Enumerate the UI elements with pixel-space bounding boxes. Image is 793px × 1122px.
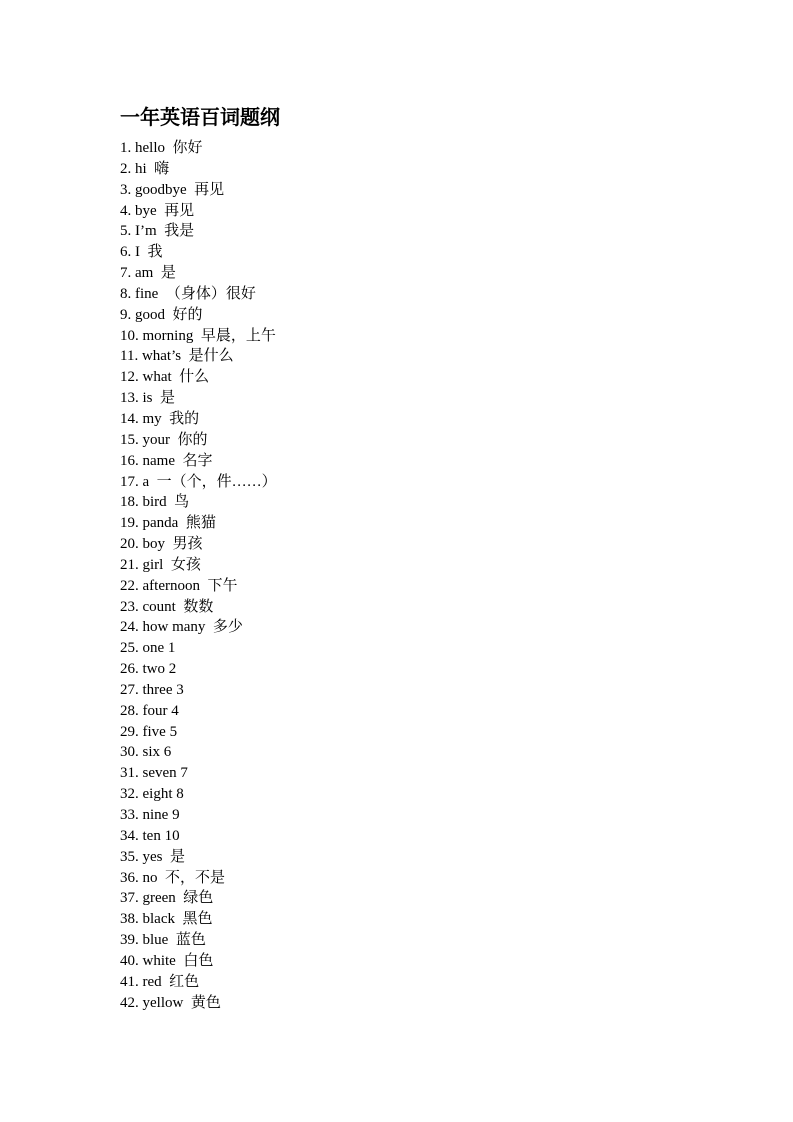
- vocabulary-item: 17. a 一（个，件……）: [120, 473, 277, 490]
- vocabulary-item: 30. six 6: [120, 744, 172, 761]
- vocabulary-item: 8. fine （身体）很好: [120, 285, 256, 302]
- vocabulary-item: 7. am 是: [120, 265, 176, 282]
- vocabulary-item: 12. what 什么: [120, 369, 210, 386]
- vocabulary-item: 40. white 白色: [120, 952, 214, 969]
- vocabulary-item: 38. black 黑色: [120, 911, 213, 928]
- vocabulary-item: 31. seven 7: [120, 765, 188, 782]
- vocabulary-item: 2. hi 嗨: [120, 160, 170, 177]
- vocabulary-item: 18. bird 鸟: [120, 494, 190, 511]
- vocabulary-item: 5. I’m 我是: [120, 223, 195, 240]
- vocabulary-item: 9. good 好的: [120, 306, 203, 323]
- vocabulary-list: [120, 138, 720, 1013]
- vocabulary-item: 6. I 我: [120, 244, 163, 261]
- vocabulary-item: 1. hello 你好: [120, 140, 203, 156]
- vocabulary-item: 15. your 你的: [120, 431, 208, 448]
- vocabulary-item: 32. eight 8: [120, 786, 184, 803]
- vocabulary-item: 25. one 1: [120, 640, 176, 657]
- vocabulary-item: 23. count 数数: [120, 598, 214, 615]
- vocabulary-item: 28. four 4: [120, 702, 179, 719]
- document-title: 一年英语百词题纲: [120, 107, 280, 129]
- vocabulary-item: 21. girl 女孩: [120, 556, 201, 573]
- vocabulary-item: 4. bye 再见: [120, 202, 195, 219]
- vocabulary-item: 33. nine 9: [120, 807, 180, 823]
- vocabulary-item: 10. morning 早晨，上午: [120, 327, 276, 344]
- vocabulary-item: 26. two 2: [120, 661, 177, 678]
- vocabulary-item: 35. yes 是: [120, 848, 185, 865]
- vocabulary-item: 41. red 红色: [120, 973, 200, 990]
- vocabulary-item: 3. goodbye 再见: [120, 181, 225, 198]
- vocabulary-item: 22. afternoon 下午: [120, 577, 238, 594]
- vocabulary-item: 13. is 是: [120, 390, 176, 407]
- vocabulary-item: 29. five 5: [120, 723, 178, 740]
- vocabulary-item: 20. boy 男孩: [120, 536, 203, 553]
- vocabulary-item: 14. my 我的: [120, 410, 200, 427]
- vocabulary-item: 27. three 3: [120, 681, 184, 698]
- vocabulary-item: 16. name 名字: [120, 452, 213, 469]
- vocabulary-item: 24. how many 多少: [120, 619, 243, 636]
- vocabulary-item: 19. panda 熊猫: [120, 515, 216, 532]
- vocabulary-item: 34. ten 10: [120, 827, 180, 844]
- vocabulary-item: 11. what’s 是什么: [120, 348, 234, 365]
- vocabulary-item: 42. yellow 黄色: [120, 994, 221, 1011]
- vocabulary-item: 36. no 不，不是: [120, 869, 226, 886]
- vocabulary-item: 39. blue 蓝色: [120, 932, 206, 949]
- document-page: [120, 104, 720, 1013]
- vocabulary-item: 37. green 绿色: [120, 890, 214, 907]
